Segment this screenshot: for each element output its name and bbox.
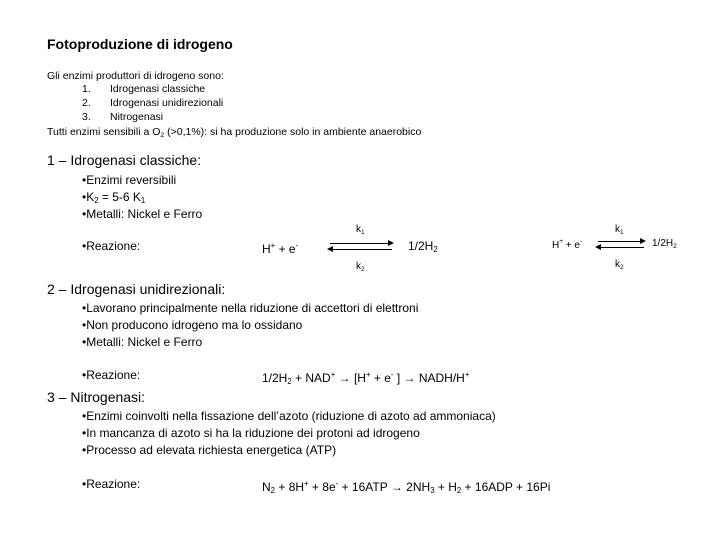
reverse-arrow-line [332,249,392,250]
intro-item-num: 1. [82,83,91,95]
reverse-arrow-line [600,247,644,248]
rate-k1: $k_1$ [615,224,624,236]
section-3-reaction-label: •Reazione: [82,477,141,491]
intro-item-num: 2. [82,97,91,109]
reverse-arrow-head [327,246,333,252]
reaction-1b-reactants: H+ + e- [552,238,583,251]
forward-arrow-head [388,240,394,246]
section-2-reaction-label: •Reazione: [82,368,141,382]
section-1-heading: 1 – Idrogenasi classiche: [47,152,202,168]
intro-note: Tutti enzimi sensibili a $O_2$ (>0,1%): si ha produzione solo in ambiente anaerobico [47,126,422,139]
rate-k2: $k_2$ [356,261,365,273]
forward-arrow-line [330,243,390,244]
reaction-2-equation: $1/2H_2 + NAD^+ \to [H^+ + e^-$ ] → NADH/H+ [262,370,470,386]
reaction-1-reactants: H+ + e- [262,241,299,256]
intro-lead: Gli enzimi produttori di idrogeno sono: [47,70,224,82]
section-3-bullet: •Processo ad elevata richiesta energetica (ATP) [82,443,337,457]
forward-arrow-line [598,241,642,242]
forward-arrow-head [640,238,646,244]
section-2-bullet: •Non producono idrogeno ma lo ossidano [82,318,303,332]
intro-item-num: 3. [82,111,91,123]
reverse-arrow-head [595,244,601,250]
page-title: Fotoproduzione di idrogeno [47,36,233,52]
section-2-bullet: •Lavorano principalmente nella riduzione di accettori di elettroni [82,301,419,315]
rate-k1: $k_1$ [356,224,365,236]
intro-item-text: Idrogenasi classiche [110,83,206,95]
section-3-bullet: •In mancanza di azoto si ha la riduzione dei protoni ad idrogeno [82,426,420,440]
reaction-3-equation: $N_2 + 8H^+ + 8e^- + 16ATP \to 2NH_3 + H_2 + 16ADP + 16Pi$ [262,479,551,495]
reaction-1-product: $1/2H_2$ [408,239,438,254]
rate-k2: $k_2$ [615,259,624,271]
section-1-bullet: •Enzimi reversibili [82,173,177,187]
section-1-bullet: •Metalli: Nickel e Ferro [82,207,203,221]
section-2-bullet: •Metalli: Nickel e Ferro [82,335,203,349]
section-1-reaction-label: •Reazione: [82,239,141,253]
intro-item-text: Nitrogenasi [110,111,164,123]
intro-item-text: Idrogenasi unidirezionali [110,97,224,109]
section-3-heading: 3 – Nitrogenasi: [47,389,146,405]
section-3-bullet: •Enzimi coinvolti nella fissazione dell’azoto (riduzione di azoto ad ammoniaca) [82,409,496,423]
section-2-heading: 2 – Idrogenasi unidirezionali: [47,281,226,297]
reaction-1b-product: $1/2H_2$ [652,238,677,250]
section-1-bullet: $•K_2 = 5-6$ $K_1$ [82,190,146,205]
